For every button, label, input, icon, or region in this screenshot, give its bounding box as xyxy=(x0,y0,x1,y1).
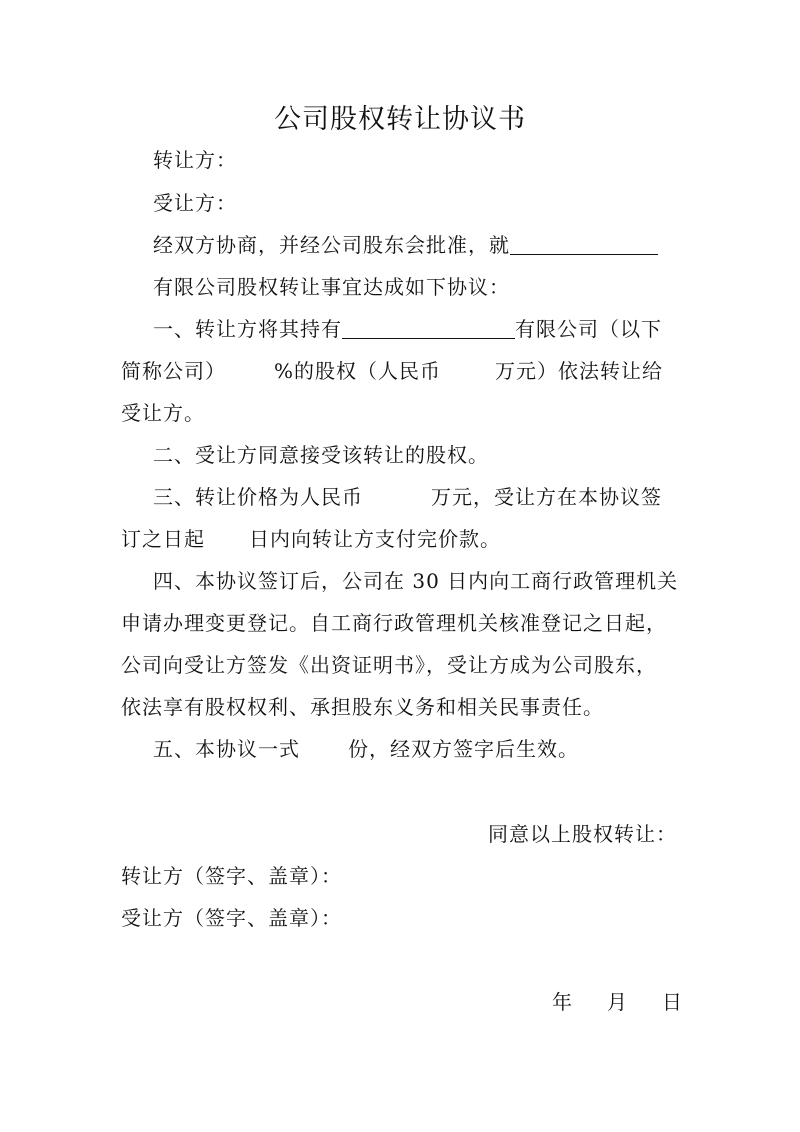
date-year: 年 xyxy=(552,990,573,1014)
clause-1-line-2 xyxy=(121,358,663,384)
clause-3-text-a: 三、转让价格为人民币 xyxy=(153,485,363,509)
date-month: 月 xyxy=(607,990,628,1014)
clause-3-text-d: 日内向转让方支付完价款。 xyxy=(249,527,501,551)
clause-3-text-b: 万元，受让方在本协议签 xyxy=(431,485,662,509)
clause-1-company-blank xyxy=(342,318,515,339)
intro-line-2: 有限公司股权转让事宜达成如下协议： xyxy=(153,275,510,299)
transferee-label: 受让方： xyxy=(153,191,237,215)
transferee-signature-label: 受让方（签字、盖章）： xyxy=(121,906,342,930)
transferor-label: 转让方： xyxy=(153,148,237,172)
date-line xyxy=(552,989,683,1015)
clause-1-line-1 xyxy=(153,316,662,342)
clause-1-text-c: 简称公司） xyxy=(121,359,226,383)
intro-text: 经双方协商，并经公司股东会批准，就 xyxy=(153,233,510,257)
clause-5-text-b: 份，经双方签字后生效。 xyxy=(348,737,579,761)
clause-1-line-3: 受让方。 xyxy=(121,401,205,425)
clause-4-line-1: 四、本协议签订后，公司在 30 日内向工商行政管理机关 xyxy=(153,569,679,593)
intro-line-1 xyxy=(153,232,658,258)
clause-2: 二、受让方同意接受该转让的股权。 xyxy=(153,443,489,467)
clause-3-text-c: 订之日起 xyxy=(121,527,205,551)
clause-4-line-3: 公司向受让方签发《出资证明书》，受让方成为公司股东， xyxy=(121,653,657,677)
company-name-blank xyxy=(510,234,658,255)
clause-4-line-4: 依法享有股权权利、承担股东义务和相关民事责任。 xyxy=(121,695,604,719)
clause-1-text-b: 有限公司（以下 xyxy=(515,317,662,341)
transferor-signature-label: 转让方（签字、盖章）： xyxy=(121,864,342,888)
clause-5 xyxy=(153,736,579,762)
clause-3-line-2 xyxy=(121,526,501,552)
date-day: 日 xyxy=(662,990,683,1014)
clause-1-text-e: 万元）依法转让给 xyxy=(495,359,664,383)
consent-line: 同意以上股权转让： xyxy=(488,822,677,846)
document-title: 公司股权转让协议书 xyxy=(274,104,526,135)
clause-1-text-a: 一、转让方将其持有 xyxy=(153,317,342,341)
clause-3-line-1 xyxy=(153,484,662,510)
clause-5-text-a: 五、本协议一式 xyxy=(153,737,300,761)
clause-4-line-2: 申请办理变更登记。自工商行政管理机关核准登记之日起， xyxy=(121,611,667,635)
clause-1-text-d: %的股权（人民币 xyxy=(274,359,442,383)
